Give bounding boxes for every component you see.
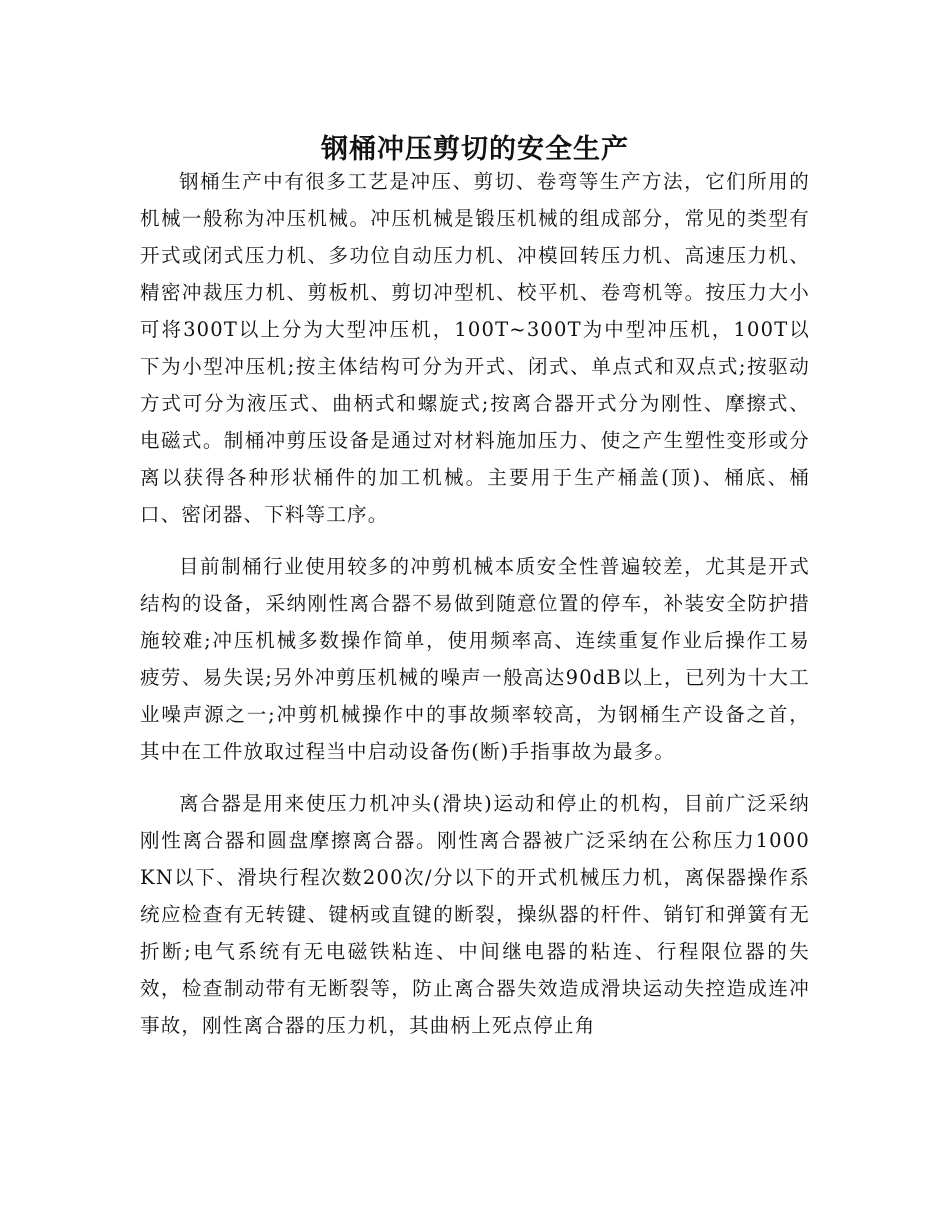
paragraph-2: 目前制桶行业使用较多的冲剪机械本质安全性普遍较差，尤其是开式结构的设备，采纳刚性离合器不易做到随意位置的停车，补装安全防护措施较难;冲压机械多数操作简单，使用频率高、连续重复作业后操作工易疲劳、易失误;另外冲剪压机械的噪声一般高达90dB以上，已列为十大工业噪声源之一;冲剪机械操作中的事故频率较高，为钢桶生产设备之首，其中在工件放取过程当中启动设备伤(断)手指事故为最多。 xyxy=(140,555,810,763)
document-title: 钢桶冲压剪切的安全生产 xyxy=(321,134,629,166)
document-body xyxy=(140,163,810,1044)
paragraph-1: 钢桶生产中有很多工艺是冲压、剪切、卷弯等生产方法，它们所用的机械一般称为冲压机械。冲压机械是锻压机械的组成部分，常见的类型有开式或闭式压力机、多功位自动压力机、冲模回转压力机、高速压力机、精密冲裁压力机、剪板机、剪切冲型机、校平机、卷弯机等。按压力大小可将300T以上分为大型冲压机，100T~300T为中型冲压机，100T以下为小型冲压机;按主体结构可分为开式、闭式、单点式和双点式;按驱动方式可分为液压式、曲柄式和螺旋式;按离合器开式分为刚性、摩擦式、电磁式。制桶冲剪压设备是通过对材料施加压力、使之产生塑性变形或分离以获得各种形状桶件的加工机械。主要用于生产桶盖(顶)、桶底、桶口、密闭器、下料等工序。 xyxy=(140,170,810,526)
paragraph-3: 离合器是用来使压力机冲头(滑块)运动和停止的机构，目前广泛采纳刚性离合器和圆盘摩擦离合器。刚性离合器被广泛采纳在公称压力1000KN以下、滑块行程次数200次/分以下的开式机械压力机，离保器操作系统应检查有无转键、键柄或直键的断裂，操纵器的杆件、销钉和弹簧有无折断;电气系统有无电磁铁粘连、中间继电器的粘连、行程限位器的失效，检查制动带有无断裂等，防止离合器失效造成滑块运动失控造成连冲事故，刚性离合器的压力机，其曲柄上死点停止角 xyxy=(140,792,810,1037)
